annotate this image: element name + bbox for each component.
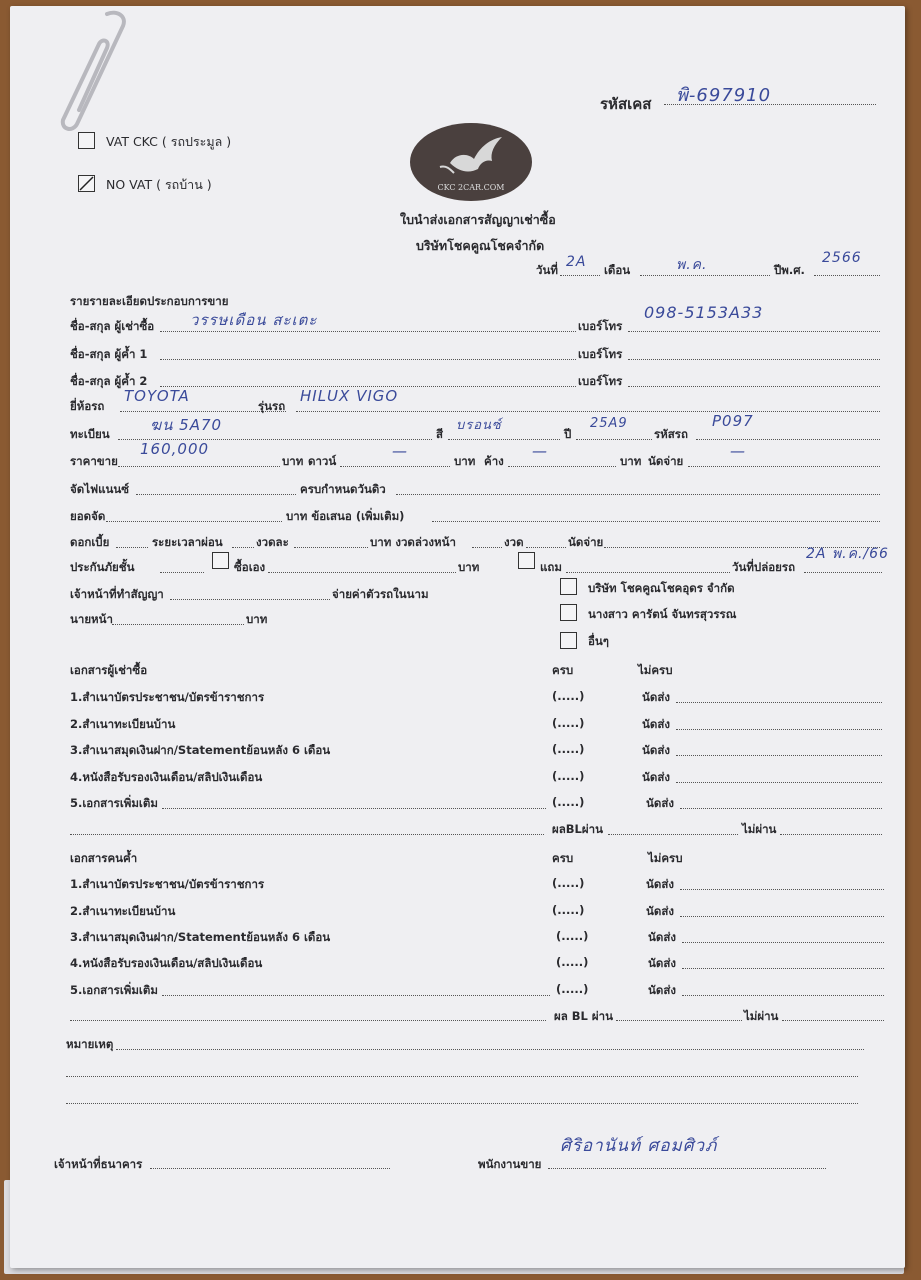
interest-dotline — [116, 547, 148, 548]
buyer-doc-2-mark: (.....) — [552, 716, 585, 730]
offer-dotline — [432, 521, 880, 522]
phone-label: เบอร์โทร — [578, 319, 623, 333]
model-dotline — [296, 411, 880, 412]
payee2-label: นางสาว คารัตน์ จันทรสุวรรณ — [588, 607, 737, 621]
buyer-bl-pass: ผลBLผ่าน — [552, 822, 603, 836]
guarantor-doc-4-appt: นัดส่ง — [648, 956, 676, 970]
model-value: HILUX VIGO — [300, 387, 399, 405]
guarantor-doc-5-appt: นัดส่ง — [648, 983, 676, 997]
baht-2: บาท — [454, 454, 476, 468]
plate-label: ทะเบียน — [70, 427, 110, 441]
owe-label: ค้าง — [484, 454, 504, 468]
no-vat-checkbox[interactable] — [78, 175, 95, 192]
guarantor-doc-5-dotline — [162, 995, 550, 996]
installment-label: งวดละ — [256, 535, 289, 549]
year-value: 25A9 — [590, 416, 628, 431]
guarantor-doc-5: 5.เอกสารเพิ่มเติม — [70, 983, 158, 997]
buyer-doc-5b-dotline — [680, 808, 882, 809]
buyer-doc-4: 4.หนังสือรับรองเงินเดือน/สลิปเงินเดือน — [70, 770, 263, 784]
buyer-docs-title: เอกสารผู้เช่าซื้อ — [70, 663, 148, 677]
guarantor-docs-complete: ครบ — [552, 851, 574, 865]
remark-dotline-1 — [116, 1049, 864, 1050]
buyer-doc-4-mark: (.....) — [552, 769, 585, 783]
owe-value: — — [532, 442, 548, 460]
date-year-value: 2566 — [822, 250, 862, 266]
section-label: รายรายละเอียดประกอบการขาย — [70, 294, 229, 308]
phone2-dotline — [628, 359, 880, 360]
logo-text: CKC 2CAR.COM — [437, 183, 505, 192]
paper-clip-icon — [55, 8, 135, 133]
sales-label: พนักงานขาย — [478, 1157, 542, 1171]
guarantor-doc-2-mark: (.....) — [552, 903, 585, 917]
term-label: ระยะเวลาผ่อน — [152, 535, 223, 549]
buyer-value: วรรษเดือน สะเตะ — [190, 311, 318, 329]
payee1-checkbox[interactable] — [560, 578, 577, 595]
phone2-label: เบอร์โทร — [578, 347, 623, 361]
buyself-dotline — [268, 572, 456, 573]
down-dotline — [340, 466, 450, 467]
guarantor-doc-2: 2.สำเนาทะเบียนบ้าน — [70, 904, 176, 918]
buyer-doc-3-dotline — [676, 755, 882, 756]
vat-ckc-checkbox[interactable] — [78, 132, 95, 149]
period-dotline — [526, 547, 566, 548]
guarantor1-dotline — [160, 359, 576, 360]
buyer-bl-fail-dotline — [780, 834, 882, 835]
free-label: แถม — [540, 560, 562, 574]
guarantor-docs-incomplete: ไม่ครบ — [648, 851, 683, 865]
remark-dotline-2 — [66, 1076, 858, 1077]
guarantor-doc-2-dotline — [680, 916, 884, 917]
finance-label: จัดไฟแนนซ์ — [70, 482, 130, 496]
phone3-dotline — [628, 386, 880, 387]
color-dotline — [448, 439, 560, 440]
bank-officer-dotline — [150, 1168, 390, 1169]
buyer-bl-dotline — [608, 834, 738, 835]
price-dotline — [118, 466, 280, 467]
pay-dotline — [688, 466, 880, 467]
guarantor-doc-5b-dotline — [682, 995, 884, 996]
company-name: บริษัทโชคคูณโชคจำกัด — [416, 238, 545, 253]
buyer-doc-2-dotline — [676, 729, 882, 730]
guarantor-bl-pass: ผล BL ผ่าน — [554, 1009, 613, 1023]
no-vat-label: NO VAT ( รถบ้าน ) — [106, 177, 212, 192]
guarantor-doc-2-appt: นัดส่ง — [646, 904, 674, 918]
period-label: งวด — [504, 535, 524, 549]
buyer-doc-1-mark: (.....) — [552, 689, 585, 703]
buyer-doc-5-dotline — [162, 808, 546, 809]
buyer-doc-1-appt: นัดส่ง — [642, 690, 670, 704]
guarantor-bl-dotline — [616, 1020, 742, 1021]
guarantor-doc-3: 3.สำเนาสมุดเงินฝาก/Statementย้อนหลัง 6 เดือน — [70, 930, 331, 944]
insurance-dotline — [160, 572, 204, 573]
buyer-doc-1: 1.สำเนาบัตรประชาชน/บัตรข้าราชการ — [70, 690, 265, 704]
pay2-label: นัดจ่าย — [568, 535, 604, 549]
date-day-label: วันที่ — [536, 263, 558, 277]
remark-label: หมายเหตุ — [66, 1037, 114, 1051]
offer-label: บาท ข้อเสนอ (เพิ่มเติม) — [286, 509, 405, 523]
down-label: ดาวน์ — [308, 454, 337, 468]
officer-label: เจ้าหน้าที่ทำสัญญา — [70, 587, 164, 601]
brand-label: ยี่ห้อรถ — [70, 399, 105, 413]
sales-signature: ศิริอานันท์ ศอมศิวภ์ — [560, 1136, 718, 1156]
due-dotline — [396, 494, 880, 495]
guarantor-doc-5-mark: (.....) — [556, 982, 589, 996]
buyer-doc-3: 3.สำเนาสมุดเงินฝาก/Statementย้อนหลัง 6 เดือน — [70, 743, 331, 757]
owe-dotline — [508, 466, 616, 467]
sales-dotline — [548, 1168, 826, 1169]
buyer-doc-5-mark: (.....) — [552, 795, 585, 809]
guarantor-doc-1-appt: นัดส่ง — [646, 877, 674, 891]
buyer-bl-fail: ไม่ผ่าน — [742, 822, 777, 836]
baht-5: บาท — [246, 612, 268, 626]
free-dotline — [566, 572, 730, 573]
phone-value: 098-5153A33 — [644, 303, 764, 322]
buyer-docs-incomplete: ไม่ครบ — [638, 663, 673, 677]
date-month-label: เดือน — [604, 263, 631, 277]
payee1-label: บริษัท โชคคูณโชคอุดร จำกัด — [588, 581, 735, 595]
vat-ckc-label: VAT CKC ( รถประมูล ) — [106, 134, 232, 149]
remark-dotline-3 — [66, 1103, 858, 1104]
carcode-label: รหัสรถ — [654, 427, 688, 441]
guarantor-bl-fail-dotline — [782, 1020, 884, 1021]
due-label: ครบกำหนดวันดิว — [300, 482, 386, 496]
guarantor-doc-3-appt: นัดส่ง — [648, 930, 676, 944]
free-checkbox[interactable] — [518, 552, 535, 569]
year-dotline — [576, 439, 652, 440]
date-month-value: พ.ค. — [676, 257, 708, 273]
buyer-doc-5-appt: นัดส่ง — [646, 796, 674, 810]
payname-label: จ่ายค่าตัวรถในนาม — [332, 587, 429, 601]
company-logo — [410, 123, 532, 201]
guarantor-doc-4-mark: (.....) — [556, 955, 589, 969]
total-dotline — [106, 521, 282, 522]
payee3-label: อื่นๆ — [588, 634, 609, 648]
date-day-value: 2A — [566, 254, 587, 270]
buyer-label: ชื่อ-สกุล ผู้เช่าซื้อ — [70, 319, 155, 333]
brand-value: TOYOTA — [124, 387, 190, 405]
term-dotline — [232, 547, 254, 548]
year-label: ปี — [564, 427, 572, 441]
date-day-dotline — [560, 275, 600, 276]
guarantor-docs-title: เอกสารคนค้ำ — [70, 851, 138, 865]
finance-dotline — [136, 494, 296, 495]
buyer-doc-2-appt: นัดส่ง — [642, 717, 670, 731]
phone3-label: เบอร์โทร — [578, 374, 623, 388]
advance-dotline — [472, 547, 502, 548]
buyself-checkbox[interactable] — [212, 552, 229, 569]
carcode-value: P097 — [712, 412, 754, 430]
release-dotline — [804, 572, 882, 573]
buyer-doc-3-mark: (.....) — [552, 742, 585, 756]
installment-dotline — [294, 547, 368, 548]
baht-4: บาท — [458, 560, 480, 574]
price-label: ราคาขาย — [70, 454, 118, 468]
baht-1: บาท — [282, 454, 304, 468]
date-year-dotline — [814, 275, 880, 276]
date-year-label: ปีพ.ศ. — [774, 263, 805, 277]
check-mark-icon — [79, 176, 94, 191]
pay-label: นัดจ่าย — [648, 454, 684, 468]
color-label: สี — [436, 427, 444, 441]
bank-officer-label: เจ้าหน้าที่ธนาคาร — [54, 1157, 143, 1171]
guarantor1-label: ชื่อ-สกุล ผู้ค้ำ 1 — [70, 347, 148, 361]
interest-label: ดอกเบี้ย — [70, 535, 110, 549]
buyer-doc-5: 5.เอกสารเพิ่มเติม — [70, 796, 158, 810]
guarantor-extra-dotline — [70, 1020, 546, 1021]
broker-dotline — [112, 624, 244, 625]
guarantor-doc-3-dotline — [682, 942, 884, 943]
total-label: ยอดจัด — [70, 509, 106, 523]
guarantor-doc-1-dotline — [680, 889, 884, 890]
buyer-doc-4-appt: นัดส่ง — [642, 770, 670, 784]
officer-dotline — [170, 599, 330, 600]
guarantor-doc-1: 1.สำเนาบัตรประชาชน/บัตรข้าราชการ — [70, 877, 265, 891]
buyer-doc-4-dotline — [676, 782, 882, 783]
release-label: วันที่ปล่อยรถ — [732, 560, 796, 574]
down-value: — — [392, 442, 408, 460]
buyer-doc-1-dotline — [676, 702, 882, 703]
model-label: รุ่นรถ — [258, 399, 286, 413]
payee3-checkbox[interactable] — [560, 632, 577, 649]
buyer-doc-3-appt: นัดส่ง — [642, 743, 670, 757]
guarantor-doc-3-mark: (.....) — [556, 929, 589, 943]
payee2-checkbox[interactable] — [560, 604, 577, 621]
insurance-label: ประกันภัยชั้น — [70, 560, 135, 574]
carcode-dotline — [696, 439, 880, 440]
phone-dotline — [628, 331, 880, 332]
guarantor-doc-4-dotline — [682, 968, 884, 969]
buyer-doc-2: 2.สำเนาทะเบียนบ้าน — [70, 717, 176, 731]
buyer-extra-dotline — [70, 834, 544, 835]
case-label: รหัสเคส — [600, 95, 652, 113]
release-value: 2A พ.ค./66 — [806, 546, 889, 562]
baht-3: บาท — [620, 454, 642, 468]
guarantor-bl-fail: ไม่ผ่าน — [744, 1009, 779, 1023]
price-value: 160,000 — [140, 440, 210, 458]
guarantor-doc-4: 4.หนังสือรับรองเงินเดือน/สลิปเงินเดือน — [70, 956, 263, 970]
plate-value: ฆน 5A70 — [150, 416, 223, 434]
guarantor-doc-1-mark: (.....) — [552, 876, 585, 890]
advance-label: บาท งวดล่วงหน้า — [370, 535, 456, 549]
case-value: พิ-697910 — [676, 85, 772, 106]
pay-value: — — [730, 442, 746, 460]
buyer-docs-complete: ครบ — [552, 663, 574, 677]
color-value: บรอนซ์ — [456, 418, 502, 433]
doc-title: ใบนำส่งเอกสารสัญญาเช่าซื้อ — [400, 212, 556, 227]
guarantor2-label: ชื่อ-สกุล ผู้ค้ำ 2 — [70, 374, 148, 388]
buyself-label: ซื้อเอง — [234, 560, 266, 574]
broker-label: นายหน้า — [70, 612, 113, 626]
